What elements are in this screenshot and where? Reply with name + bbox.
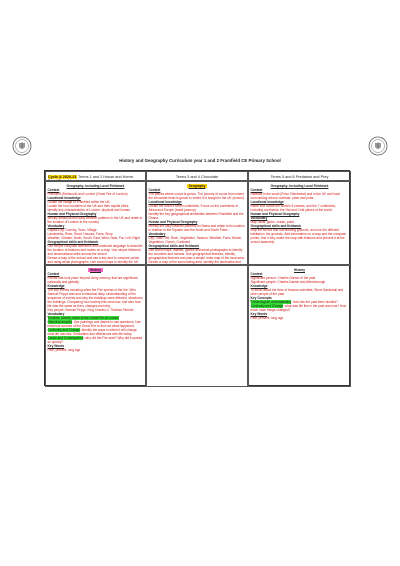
subheading: Geographical skills and fieldwork [148,244,200,248]
cell-content [149,188,246,265]
subheading: Vocabulary [148,232,166,236]
geography-cell-terms-3-4 [146,181,248,265]
column-header-terms-3-4: Terms 3 and 4 Chocolate [146,171,248,181]
cell-content [251,188,349,244]
section-title [48,268,144,272]
subheading: Vocabulary [47,224,65,228]
subheading: Human and Physical Geography [148,220,198,224]
content-line: Significant people: Charles Darwin and Attenborough [250,280,326,284]
content-line: Use simple compass directions and locational language to describe the location of features and routes on a map. Use simple fieldwork and observational skills around the school. [47,244,143,256]
subheading: Context [148,188,161,192]
content-line: Events that took place beyond living memory that are significant nationally and globally. [47,276,138,284]
curriculum-table [44,170,350,386]
content-line: Past, present, long ago [47,348,81,352]
content-line: Identify the daily weather patterns in Ghana and relate to its location in relation to the Equator and the North and South Poles. [148,224,245,232]
content-line: Capital City, Country, Town, Village [47,228,97,232]
subheading: Vocabulary [47,312,65,316]
concept-line: Chronological understanding: how has the past been studied? [250,300,338,304]
subheading: Context [250,272,263,276]
column-header-terms-5-6: Terms 5 and 6 Predators and Prey [248,171,351,181]
green-highlight: Historical enquiry [47,320,72,324]
geography-cell-terms-5-6 [248,181,351,265]
subheading: Key Words [47,344,65,348]
cell-content [251,272,349,320]
subheading: Knowledge [250,284,268,288]
content-line: Landmarks, River, Road, Houses, Farm, Shop [47,232,113,236]
subheading: Geographical skills and fieldwork [250,224,302,228]
history-cell-terms-3-4-empty [146,265,248,387]
content-line: Map, atlas, globe, ocean, polar [250,220,295,224]
content-line: Locate the world's seven continents. Focus on the continents of Africa and Europe (trade journey). [148,204,239,212]
green-highlight: Continuity and Change [47,328,80,332]
section-title-highlight: History [90,267,101,272]
concept-line: Continuity and Change: what was life like in the past and now? How much have things changed? [250,304,347,312]
content-line: Name and locate the world's 5 oceans, and the 7 continents, including continents, the Hot and Cold places of the world. [250,204,336,212]
concept-line: Historical enquiry: Use paintings and diaries to ask questions. Use historical sources of the Great Fire to find out what happened. [47,320,141,328]
subheading: Locational knowledge [250,200,284,204]
content-line: Identify the key geographical similarities between Framfield and the Ghana. [148,212,244,220]
school-crest-right-icon [368,136,388,156]
subheading: Context [47,188,60,192]
content-line: Use world maps, atlases, globes and aerial photographs to identify the countries and oceans. Use geographical features, identify geographical features and plan a simple route map of the local area. Devise a map of the surrounding area, identify the landmarks and [148,248,245,264]
column-header-terms-1-2 [45,171,146,181]
green-highlight: Chronological understanding [250,300,292,304]
subheading: Knowledge [47,284,65,288]
concept-line: Continuity and Change: identify the ways in which it will change what life was like. Similarities and differences with life today. [47,328,137,336]
subheading: Context [47,272,60,276]
subheading: Context [250,188,263,192]
school-crest-left-icon [12,136,32,156]
concept-line: Cause and Consequence: why did the Fire start? Why did it spread so quickly? [47,336,143,344]
subheading: Locational knowledge [148,200,182,204]
content-line: Significant person: Charles Darwin of the past [250,276,316,280]
content-line: To know about the lives of famous scientists. Steve Backshall and other people of the past. [250,288,344,296]
content-line: The key events including when the Fire spread of the fire. Who Samuel Pepys was and a historical diary. Understanding of the sequence of events and why the buildings were affected, structures, the buildings. Comparing how society then and now, and also how life was the same as then, changes and why. [47,288,144,308]
green-highlight: Continuity and Change [250,304,283,308]
content-line: Past, present, long ago [250,316,284,320]
column-header-label: Terms 1 and 2 House and Home- Great Fire of London [47,174,135,181]
content-line: City, Town, Hill, River, Vegetation, Season, Weather, Farm, Beach, Vegetation, Ocean, Continent [148,236,243,244]
subheading: Key Words [250,312,268,316]
green-highlight: Timeline, events, order of the Great Fire of London [47,316,119,320]
section-title: Geography- Including Local Fieldwork [66,183,125,188]
cell-content [48,272,144,352]
geography-cell-terms-1-2 [45,181,146,265]
section-title: History [294,267,305,272]
content-line: Key people: Samuel Pepys, King Charles II, Thomas Farriner [47,308,134,312]
history-cell-terms-1-2 [45,265,146,387]
cell-content [48,188,144,265]
subheading: Key Concepts [250,296,272,300]
content-line: Habitats in the world (Polar, Rainforest) and in the UK and local surrounding area to contrast, polar and polar. [250,192,340,200]
content-line: Identify seasonal and daily weather patterns in the UK and relate to the location of London in the country. [47,216,143,224]
subheading: Locational knowledge [47,196,81,200]
content-line: Locate the village of Framfield within the UK. [47,200,111,204]
history-cell-terms-5-6 [248,265,351,387]
subheading: Human and Physical Geography [250,212,300,216]
section-title-highlight: Geography [188,183,206,188]
subheading: Geographical skills and fieldwork [47,240,99,244]
cycle-label: Cycle A 2020-21 [48,174,77,179]
document-title: History and Geography Curriculum year 1 and 2 Framfield CE Primary School [119,158,281,163]
subheading: Human and Physical Geography [47,212,97,216]
content-line: Locate the four countries of the UK and their capital cities. [47,204,130,208]
subheading: Vocabulary [250,216,268,220]
content-line: Devise a map of the school and use a key and to compare points and using aerial photographs. Use world maps to identify the UK [47,256,140,264]
content-line: The places where cocoa is grown. The journey of cocoa from where the chocolate bean is grown to where it is bought in the UK (school). [148,192,245,200]
content-line: Map the school and surrounding grounds, and use the different habitats in the grounds. Add information on a map and the compass points. Use a key, make the map with features and present it at the school assembly. [250,228,347,244]
content-line: Identify key characteristics of London: physical and human. [47,208,131,212]
content-line: Weather, Climate, North, South, East, West, Near, Far, Left, Right [47,236,140,240]
green-highlight: Cause and Consequence [47,336,84,340]
section-title [149,184,246,188]
content-line: Framfield (Fieldwork) and London (Great Fire of London) [47,192,128,196]
section-title: Geography- Including Local Fieldwork [270,183,329,188]
